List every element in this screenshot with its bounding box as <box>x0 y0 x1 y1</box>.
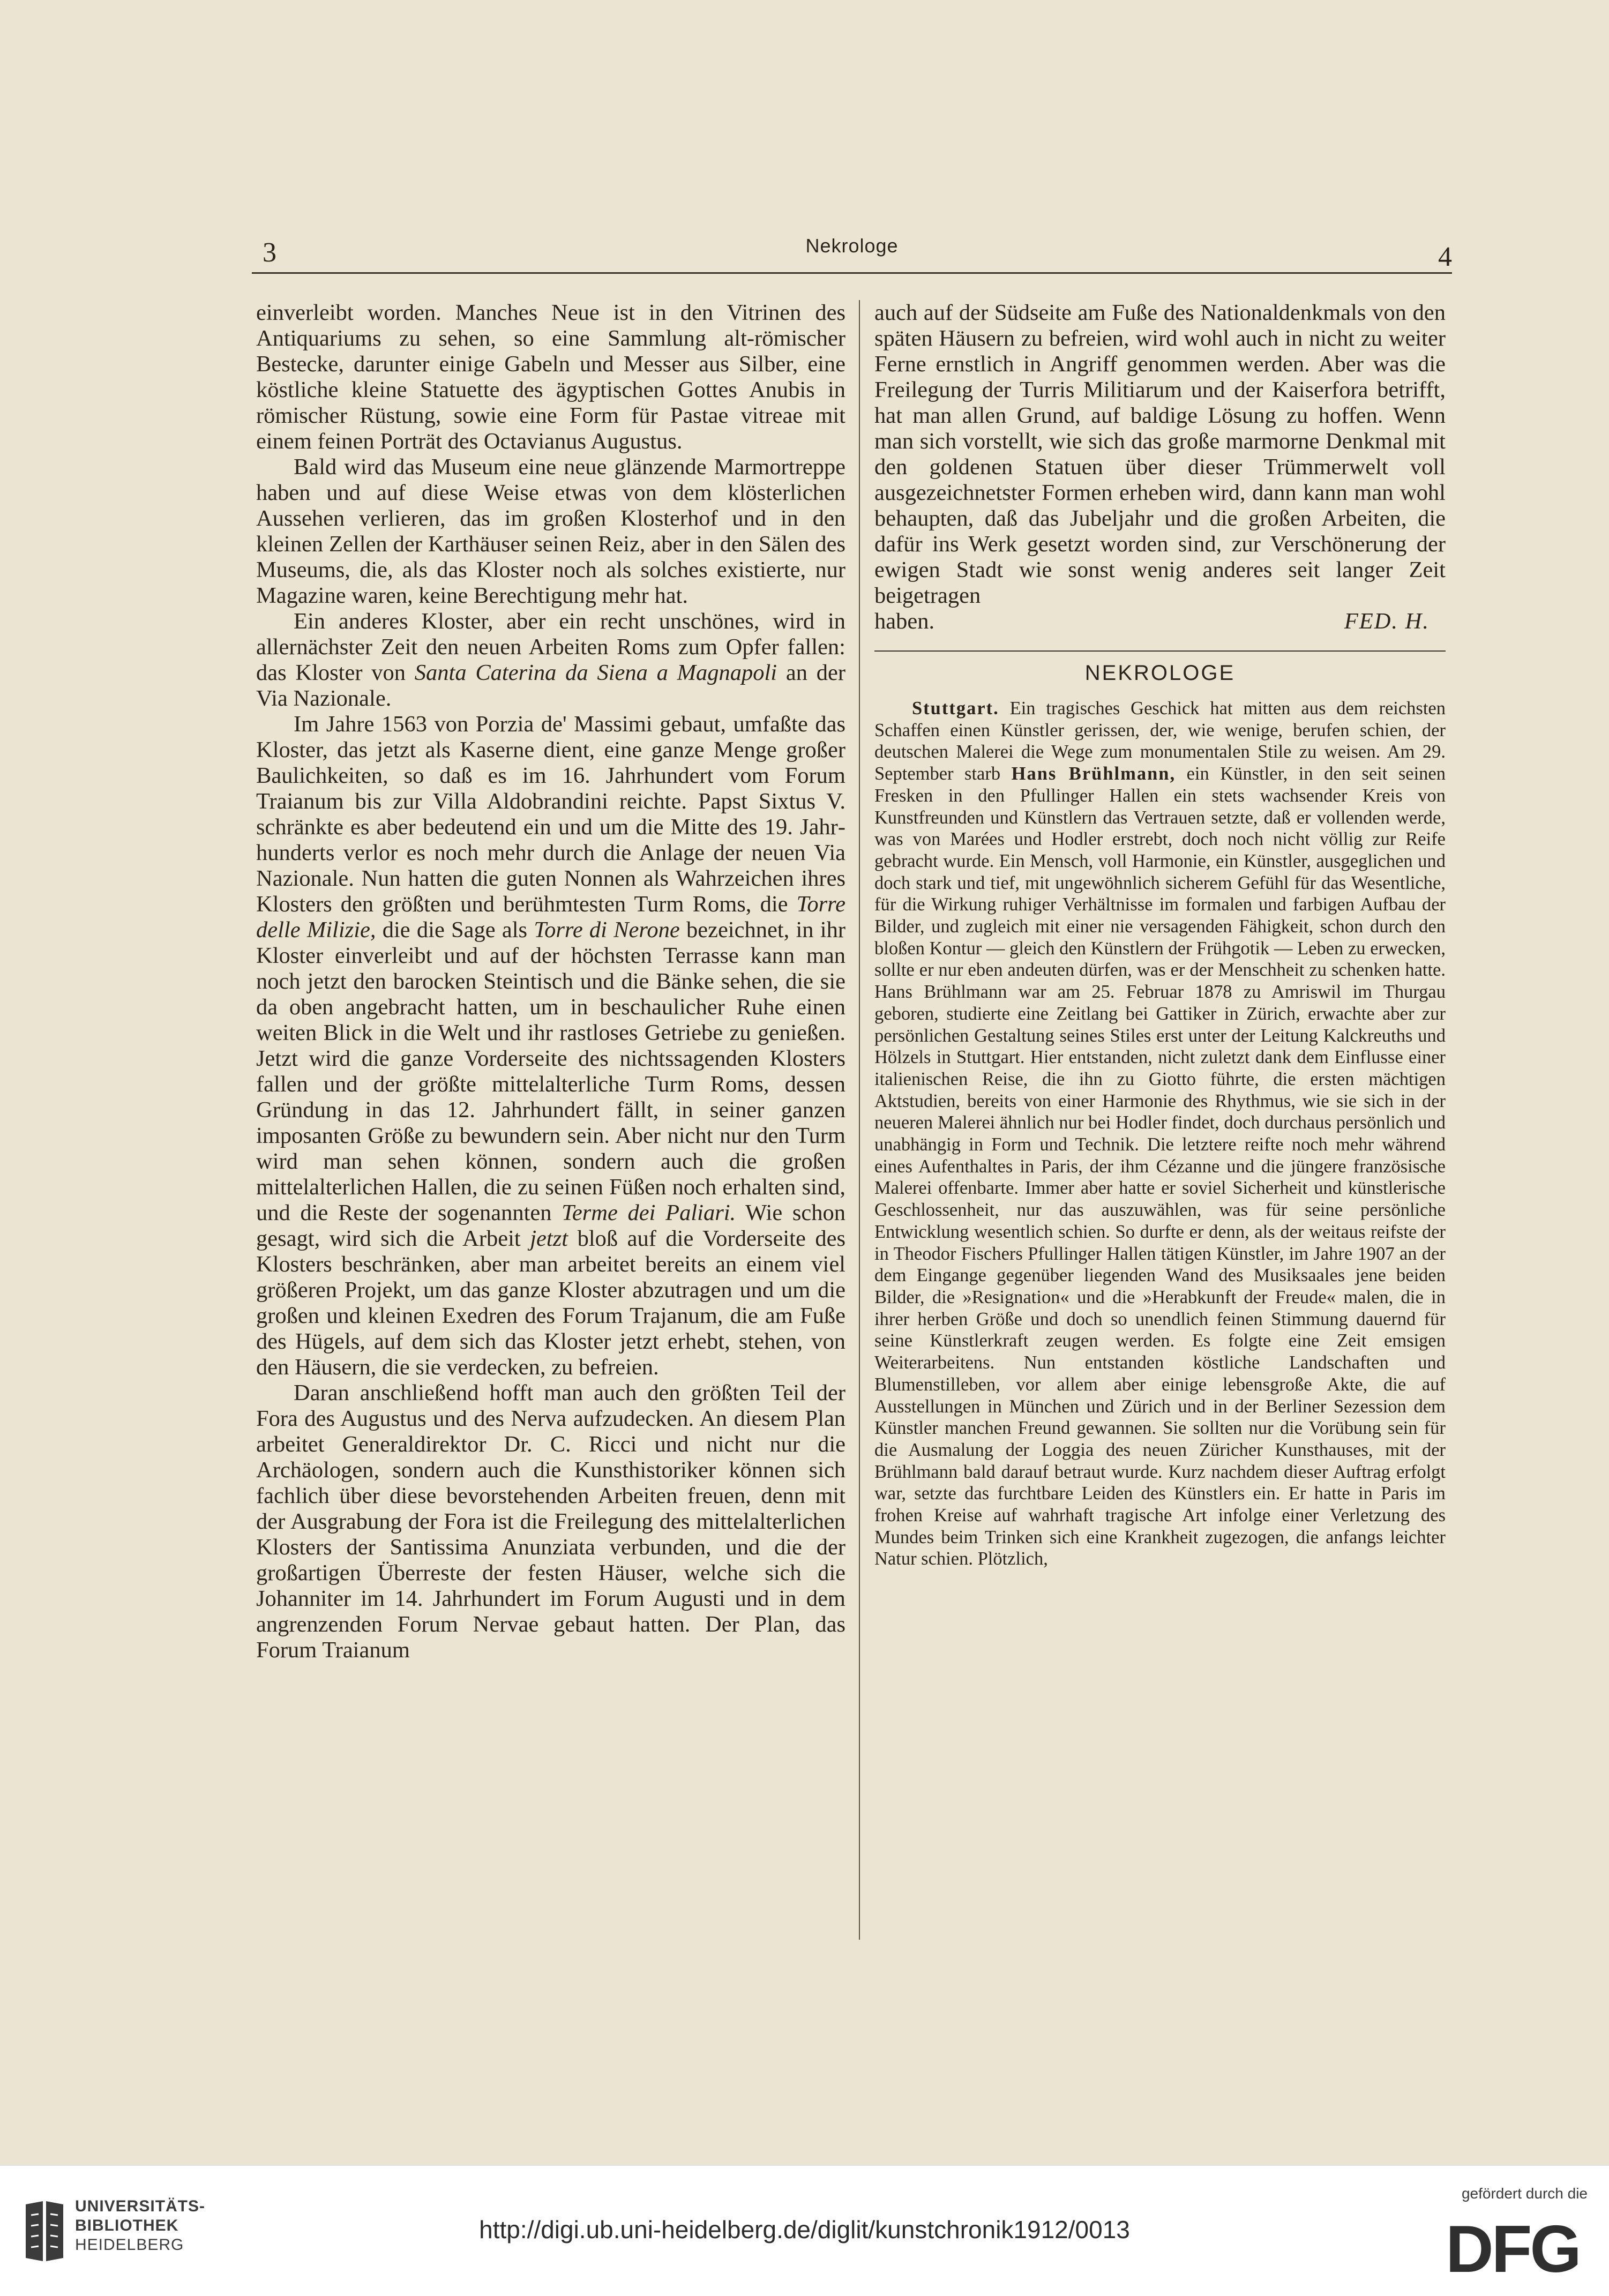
italic-place-name: Terme dei Paliari. <box>562 1200 736 1225</box>
author-signature: FED. H. <box>1344 609 1430 634</box>
permalink-url[interactable]: http://digi.ub.uni-heidelberg.de/diglit/kunstchronik1912/0013 <box>479 2216 1130 2243</box>
left-column <box>256 300 845 1663</box>
header-rule <box>252 272 1452 274</box>
paragraph-marmortreppe: Bald wird das Museum eine neue glänzende Marmortreppe haben und auf diese Weise etwas von dem klösterlichen Aussehen verlieren, das im großen Klosterhof und in den kleinen Zellen der Karthäuser seinen Reiz, aber in den Sälen des Museums, die, als das Kloster noch als solches existierte, nur Magazine waren, keine Berechtigung mehr hat. <box>256 454 845 608</box>
right-column <box>874 300 1446 1570</box>
library-name-line: BIBLIOTHEK <box>75 2217 179 2234</box>
paragraph-text: Im Jahre 1563 von Porzia de' Massimi gebaut, umfaßte das Kloster, das jetzt als Kaserne dient, eine ganze Menge großer Baulichkeiten, so daß es im 16. Jahrhundert vom Forum Traianum bis zur Villa Aldobrandini reichte. Papst Sixtus V. schränkte es aber bedeutend ein und um die Mitte des 19. Jahrhunderts verlor es noch mehr durch die Anlage der neuen Via Nazionale. Nun hatten die guten Nonnen als Wahrzeichen ihres Klosters den größten und berühmtesten Turm Roms, die <box>256 712 845 917</box>
running-title: Nekrologe <box>805 235 899 257</box>
paragraph-text: Ein tragisches Geschick hat mitten aus dem reichsten Schaffen einen Künstler gerissen, der, wie wenige, berufen schien, der deutschen Malerei die Wege zum monumentalen Stile zu weisen. Am 29. September starb <box>874 698 1446 784</box>
paragraph-text: Ein anderes Kloster, aber ein recht unschönes, wird in allernächster Zeit den neuen Arbeiten Roms zum Opfer fallen: das Kloster von <box>256 609 845 685</box>
paragraph-fora-augustus: Daran anschließend hofft man auch den größten Teil der Fora des Augustus und des Nerva aufzudecken. An diesem Plan arbeitet Generaldirektor Dr. C. Ricci und nicht nur die Archäologen, sondern auch die Kunsthistoriker können sich fachlich über diese bevorstehenden Arbeiten freuen, denn mit der Ausgrabung der Fora ist die Freilegung des mittelalterlichen Klosters der Santissima Anunziata verbunden, und die der großartigen Überreste der festen Häuser, welche sich die Johanniter im 14. Jahrhundert im Forum Augusti und in dem angrenzenden Forum Nervae gebaut hatten. Der Plan, das Forum Traianum <box>256 1380 845 1663</box>
italic-place-name: Torre delle Milizie, <box>256 892 845 943</box>
signoff-row <box>874 609 1446 634</box>
paragraph-text: an der Via Nazionale. <box>256 660 845 711</box>
italic-place-name: Santa Caterina da Siena a Magnapoli <box>414 660 777 685</box>
section-rule <box>874 650 1446 652</box>
dfg-logo-text: DFG <box>1446 2212 1580 2282</box>
funding-caption: gefördert durch die <box>1461 2185 1588 2202</box>
obituary-text <box>874 698 1446 1570</box>
italic-place-name: Torre di Nerone <box>534 917 680 943</box>
paragraph-text: bezeichnet, in ihr Kloster einverleibt und auf der höchsten Terrasse kann man noch jetzt den barocken Steintisch und die Bänke sehen, die sie da oben angebracht hatten, um in beschaulicher Ruhe einen weiten Blick in die Welt und ihr rastloses Getriebe zu genießen. Jetzt wird die ganze Vorderseite des nichtssagenden Klosters fallen und der größte mittelalterliche Turm Roms, dessen Gründung in das 12. Jahrhundert fällt, in seiner ganzen imposanten Größe zu bewundern sein. Aber nicht nur den Turm wird man sehen können, sondern auch die großen mittelalterlichen Hallen, die zu seinen Füßen noch erhalten sind, und die Reste der sogenannten <box>256 917 846 1225</box>
city-name: Stuttgart. <box>912 698 999 719</box>
paragraph-text: bloß auf die Vorderseite des Klosters beschränken, aber man arbeitet bereits an einem viel größeren Projekt, um das ganze Kloster abzutragen und um die großen und kleinen Exedren des Forum Trajanum, die am Fuße des Hügels, auf dem sich das Kloster jetzt erhebt, stehen, von den Häusern, die sie verdecken, zu befreien. <box>256 1226 845 1380</box>
paragraph-kloster-santa-caterina <box>256 609 845 712</box>
library-name-line: HEIDELBERG <box>75 2236 184 2254</box>
paragraph-text: Wie schon gesagt, wird sich die Arbeit <box>256 1200 846 1251</box>
obituary-paragraph <box>874 698 1446 1570</box>
dfg-logo-icon[interactable] <box>1438 2212 1588 2282</box>
column-divider <box>859 300 860 1940</box>
closing-word: haben. <box>874 609 935 634</box>
paragraph-text: ein Künstler, in den seit seinen Fresken in den Pfullinger Hallen ein stets wachsender Kreis von Kunstfreunden und Künstlern das Vertrauen setzte, daß er vollenden werde, was von Marées und Hodler erstrebt, doch noch nicht völlig zur Reife gebracht wurde. Ein Mensch, voll Harmonie, ein Künstler, ausgeglichen und doch stark und tief, mit ungewöhnlich sicherem Gefühl für das Wesentliche, für die Wirkung ruhiger Verhältnisse im formalen und farbigen Aufbau der Bilder, und zugleich mit einer nie versagenden Fähigkeit, schon durch den bloßen Kontur — gleich den Künstlern der Frühgotik — Leben zu erwecken, sollte er nur eben andeuten dürfen, was er der Menschheit zu schenken hatte. Hans Brühlmann war am 25. Februar 1878 zu Amriswil im Thurgau geboren, studierte eine Zeitlang bei Gattiker in Zürich, erwachte aber zur persönlichen Gestaltung seines Stiles erst unter der Leitung Kalckreuths und Hölzels in Stuttgart. Hier entstanden, nicht zuletzt dank dem Einflusse einer italienischen Reise, die ihn zu Giotto führte, die ersten mächtigen Aktstudien, bereits von einer Harmonie des Rhythmus, wie sie sich in der neueren Malerei ähnlich nur bei Hodler findet, doch durchaus persönlich und unabhängig in Form und Technik. Die letztere reifte noch mehr während eines Aufenthaltes in Paris, der ihm Cézanne und die jüngere französische Malerei offenbarte. Immer aber hatte er soviel Sicherheit und künstlerische Geschlossenheit, nur das auszuwählen, was für seine persönliche Entwicklung wesentlich schien. So durfte er denn, als der weitaus reifste der in Theodor Fischers Pfullinger Hallen tätigen Künstler, im Jahre 1907 an der dem Eingange gegenüber liegenden Wand des Musiksaales jene beiden Bilder, die »Resignation« und die »Herabkunft der Freude« malen, die in ihrer herben Größe und doch so unendlich feinen Stimmung dauernd für seine Künstlerkraft zeugen werden. Es folgte eine Zeit emsigen Weiterarbeitens. Nun entstanden köstliche Landschaften und Blumenstilleben, vor allem aber einige lebensgroße Akte, die auf Ausstellungen in München und Zürich und in der Berliner Sezession dem Künstler manchen Freund gewannen. Sie sollten nur die Vorübung sein für die Ausmalung der Loggia des neuen Züricher Kunsthauses, mit der Brühlmann bald darauf betraut wurde. Kurz nachdem dieser Auftrag erfolgt war, setzte das furchtbare Leiden des Künstlers ein. Er hatte in Paris im frohen Kreise auf wahrhaft tragische Art infolge einer Verletzung des Mundes beim Trinken sich eine Krankheit zugezogen, die anfangs leichter Natur schien. Plötzlich, <box>874 764 1446 1569</box>
section-heading: NEKROLOGE <box>1084 661 1236 685</box>
paragraph-porzia-massimi <box>256 712 845 1380</box>
library-name-line: UNIVERSITÄTS- <box>75 2197 206 2215</box>
page-number-right: 4 <box>1438 242 1452 272</box>
paragraph-continuation: auch auf der Südseite am Fuße des Nationaldenkmals von den späten Häusern zu befreien, wird wohl auch in nicht zu weiter Ferne ernstlich in Angriff genommen werden. Aber was die Freilegung der Turris Militiarum und der Kaiserfora betrifft, hat man allen Grund, auf baldige Lösung zu hoffen. Wenn man sich vorstellt, wie sich das große marmorne Denkmal mit den goldenen Statuen über dieser Trümmerwelt voll ausgezeichnetster Formen erheben wird, dann kann man wohl behaupten, daß das Jubeljahr und die großen Arbeiten, die dafür ins Werk gesetzt worden sind, zur Verschönerung der ewigen Stadt wie sonst wenig anderes seit langer Zeit beigetragen <box>874 300 1446 608</box>
page-number-left: 3 <box>263 237 276 268</box>
paragraph-text: die die Sage als <box>376 917 534 943</box>
running-head <box>252 230 1452 273</box>
italic-emphasis: jetzt <box>530 1226 568 1251</box>
paragraph-antiquarium: einverleibt worden. Manches Neue ist in den Vitrinen des Antiquariums zu sehen, so eine Sammlung alt-römischer Bestecke, darunter einige Gabeln und Messer aus Silber, eine köstliche kleine Statuette des ägyptischen Gottes Anubis in römischer Rüstung, sowie eine Form für Pastae vitreae mit einem feinen Porträt des Octavianus Augustus. <box>256 300 845 454</box>
artist-name: Hans Brühlmann, <box>1011 764 1176 784</box>
footer-bar <box>0 2165 1609 2296</box>
